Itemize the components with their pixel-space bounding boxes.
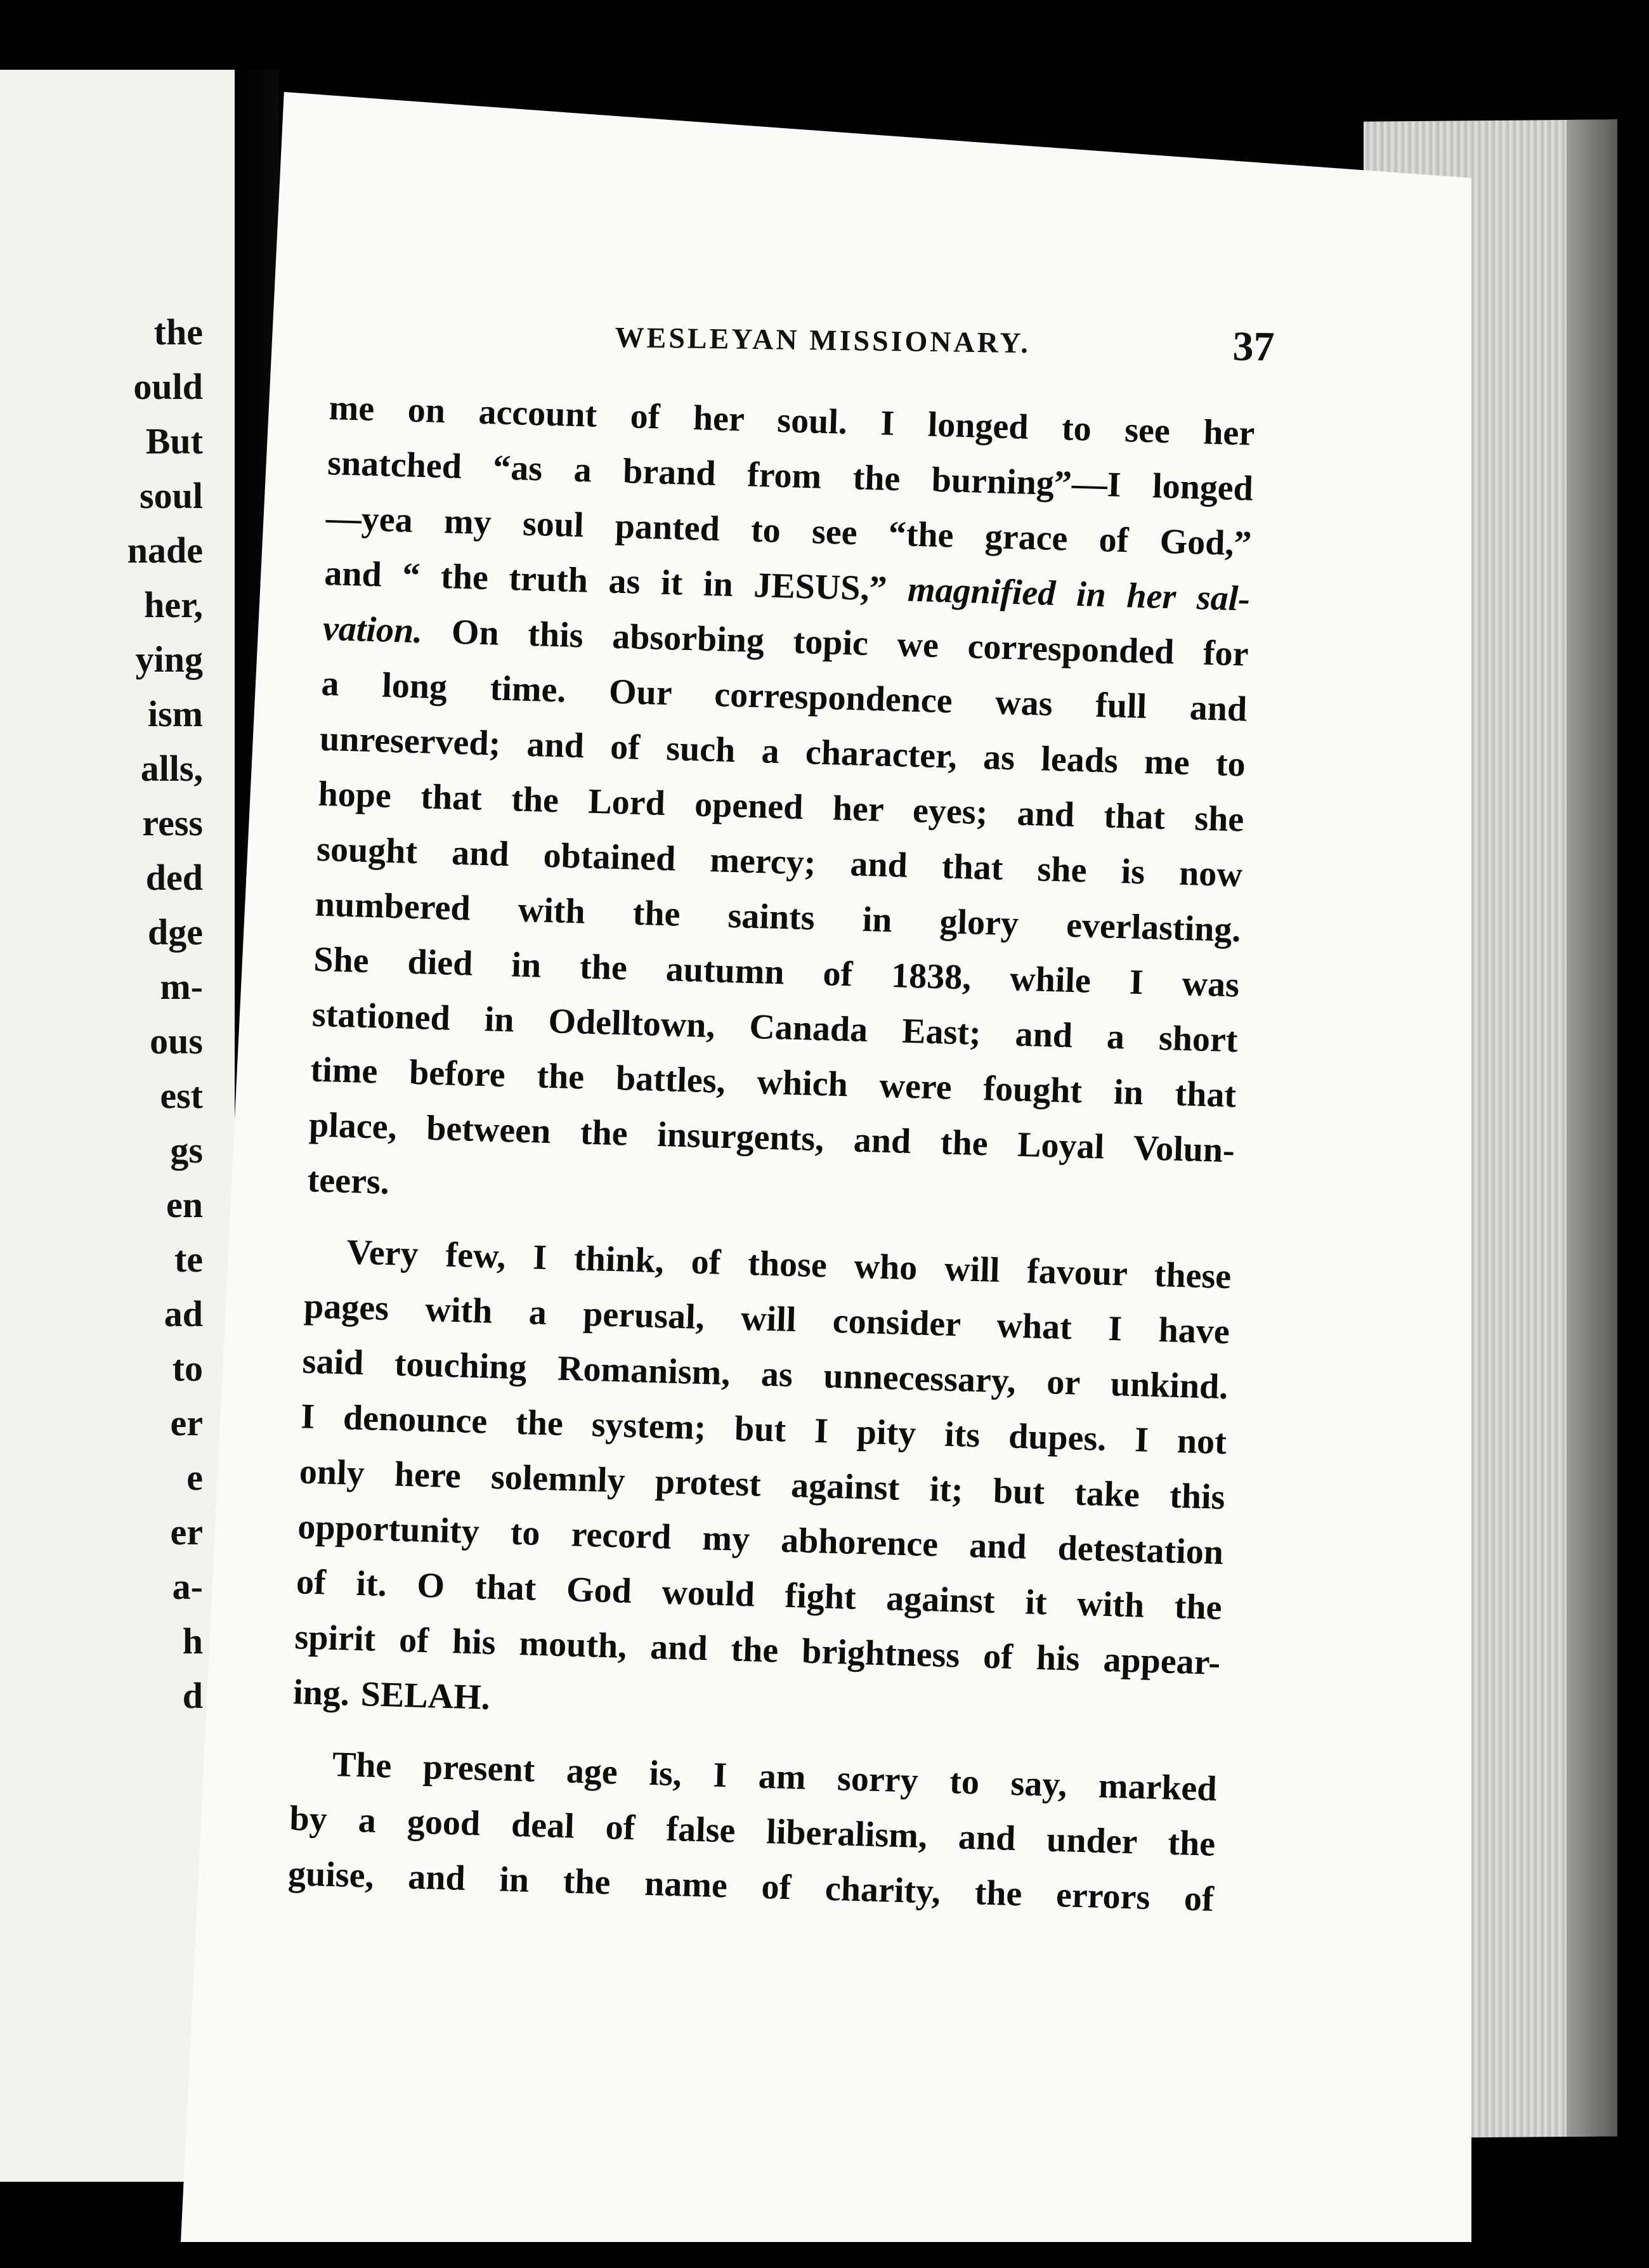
facing-page-fragment: But	[145, 420, 203, 462]
facing-page-fragment: the	[153, 311, 203, 353]
text-line-styled: ing. SELAH.	[292, 1672, 491, 1717]
running-title: WESLEYAN MISSIONARY.	[615, 320, 1031, 360]
facing-page-fragment: alls,	[140, 748, 203, 789]
text-line: hope that the Lord opened her eyes; and that she	[317, 774, 1245, 840]
text-line: me on account of her soul. I longed to see her	[328, 388, 1256, 453]
facing-page-fragment: ress	[142, 802, 203, 844]
text-line: sought and obtained mercy; and that she is now	[316, 829, 1243, 895]
facing-page-fragment: gs	[170, 1130, 203, 1171]
facing-page-fragment: en	[166, 1184, 203, 1225]
text-line-styled: and “ the truth as it in JESUS,” magnified in her sal-	[323, 553, 1251, 619]
text-line: I denounce the system; but I pity its dupes. I not	[300, 1397, 1227, 1463]
page-number: 37	[1232, 323, 1275, 370]
paragraph-2	[292, 1223, 1232, 1745]
facing-page-fragment: h	[182, 1620, 203, 1662]
text-line: place, between the insurgents, and the Loyal Volun-	[308, 1105, 1235, 1171]
text-line: only here solemnly protest against it; but take this	[299, 1452, 1226, 1518]
text-line: The present age is, I am sorry to say, marked	[332, 1744, 1218, 1809]
text-line: of it. O that God would fight against it with the	[296, 1562, 1223, 1628]
facing-page-fragment: ad	[164, 1293, 203, 1334]
facing-page-fragment: nade	[127, 530, 203, 571]
text-line: a long time. Our correspondence was full and	[320, 663, 1248, 729]
facing-page-fragment: te	[174, 1239, 203, 1280]
facing-page-fragment: her,	[144, 584, 203, 625]
text-line: spirit of his mouth, and the brightness of his appear-	[294, 1617, 1221, 1683]
text-line: She died in the autumn of 1838, while I was	[313, 939, 1240, 1005]
facing-page-fragment: to	[172, 1348, 203, 1389]
running-head	[615, 320, 1287, 393]
text-line: unreserved; and of such a character, as leads me to	[319, 719, 1246, 785]
text-line-styled: vation. On this absorbing topic we corresponded for	[322, 608, 1249, 674]
facing-page-fragment: a-	[172, 1566, 203, 1607]
text-line: guise, and in the name of charity, the errors of	[287, 1854, 1215, 1919]
facing-page-fragment: ded	[145, 857, 203, 898]
facing-page-fragment: d	[182, 1675, 203, 1716]
text-line: teers.	[306, 1160, 390, 1202]
facing-page-fragment: dge	[148, 911, 203, 953]
text-line: snatched “as a brand from the burning”—I longed	[327, 443, 1254, 509]
paragraph-3	[287, 1736, 1218, 1927]
body-text	[287, 381, 1255, 1927]
italic-magnified: magnified in her sal-	[907, 570, 1251, 619]
text-line: time before the battles, which were fought in that	[310, 1050, 1237, 1116]
facing-page-fragment: m-	[160, 966, 203, 1007]
facing-page-fragment: er	[170, 1402, 203, 1444]
text-line: pages with a perusal, will consider what I have	[303, 1286, 1230, 1352]
facing-page-fragment: ying	[135, 639, 203, 680]
small-caps-selah: SELAH.	[360, 1674, 491, 1717]
facing-page-fragment: ism	[148, 693, 203, 734]
text-line: opportunity to record my abhorence and detestation	[297, 1507, 1224, 1573]
facing-page-fragment: ould	[133, 366, 203, 407]
text-line: —yea my soul panted to see “the grace of God,”	[325, 498, 1253, 564]
text-line: stationed in Odelltown, Canada East; and a short	[311, 994, 1239, 1060]
text-line: numbered with the saints in glory everlasting.	[315, 884, 1242, 950]
text-line: Very few, I think, of those who will favour these	[346, 1232, 1232, 1297]
small-caps-jesus: JESUS	[753, 565, 861, 608]
facing-page-fragment: ous	[150, 1020, 203, 1062]
text-line: said touching Romanism, as unnecessary, or unkind.	[301, 1341, 1229, 1407]
facing-page-fragment: e	[186, 1457, 203, 1498]
paragraph-1	[307, 381, 1256, 1234]
italic-vation: vation.	[322, 608, 424, 651]
facing-page-fragment: er	[170, 1511, 203, 1553]
facing-page-fragment: soul	[140, 475, 203, 516]
text-line: by a good deal of false liberalism, and under the	[289, 1799, 1216, 1864]
facing-page-fragment: est	[160, 1075, 203, 1116]
